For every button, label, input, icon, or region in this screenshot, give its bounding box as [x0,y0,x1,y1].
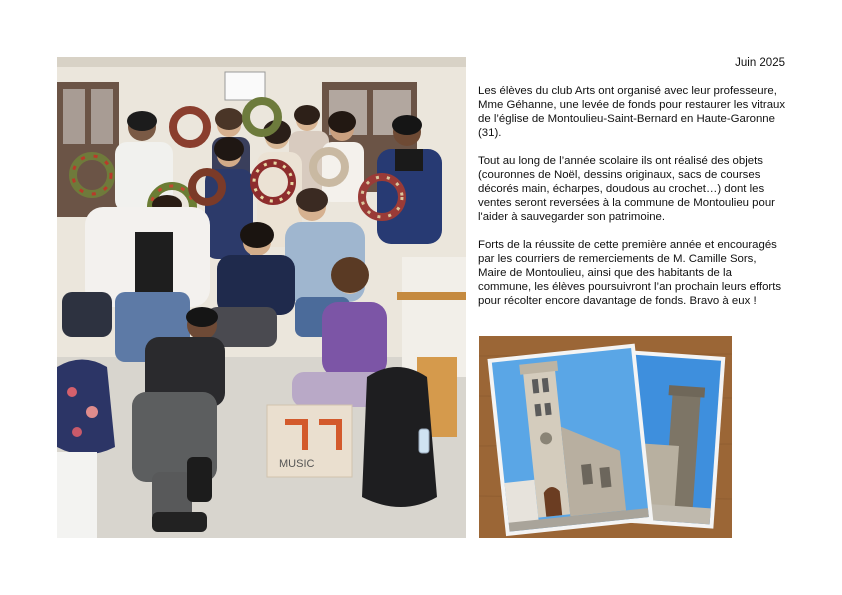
article-paragraph-3: Forts de la réussite de cette première année et encouragés par les courriers de remerciements de M. Camille Sors, Maire de Montoulieu, ainsi que des habitants de la commune, les élèves poursuivront l’an prochain leurs efforts pour récolter encore davantage de fonds. Bravo à eux ! [478,239,782,307]
article-text [478,84,788,322]
church-postcards-photo [479,336,732,538]
tote-bag-text: MUSIC [279,458,315,470]
article-paragraph-2: Tout au long de l’année scolaire ils ont réalisé des objets (couronnes de Noël, dessins originaux, sacs de courses décorés main, écharpes, doudous au crochet…) dont les ventes seront reversées à la commune de Montoulieu pour l'aider à sauvegarder son patrimoine. [478,155,775,223]
students-group-photo [57,57,466,538]
article-paragraph-1: Les élèves du club Arts ont organisé avec leur professeure, Mme Géhanne, une levée de fonds pour restaurer les vitraux de l’église de Montoulieu-Saint-Bernard en Haute-Garonne (31). [478,85,786,139]
date-label: Juin 2025 [735,57,785,69]
